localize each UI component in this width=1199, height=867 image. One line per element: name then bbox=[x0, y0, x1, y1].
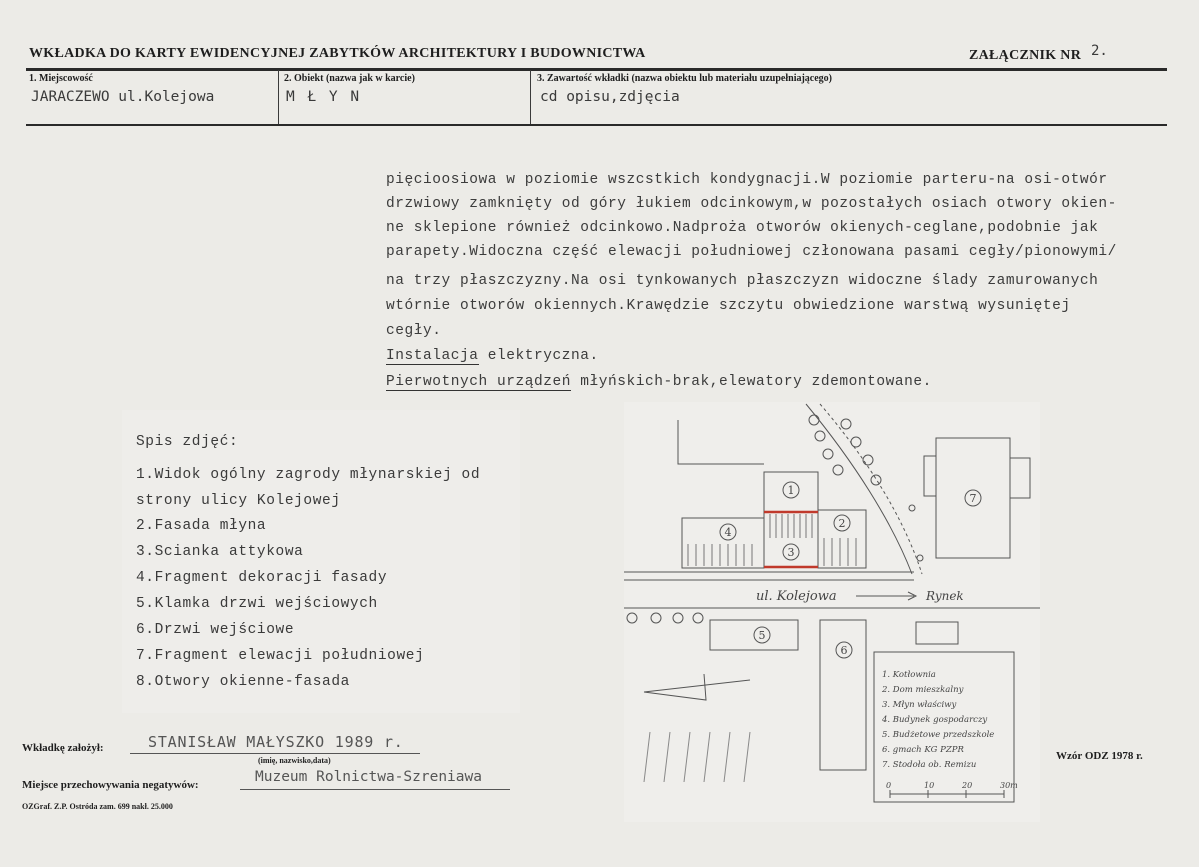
rynek-label: Rynek bbox=[926, 589, 964, 603]
building-number: 5 bbox=[758, 629, 766, 642]
description-line: ne sklepione również odcinkowo.Nadproża otworów okienych-ceglane,podobnie jak bbox=[386, 220, 1099, 236]
locality-value: JARACZEWO ul.Kolejowa bbox=[31, 89, 215, 105]
photo-list-heading: Spis zdjęć: bbox=[136, 434, 239, 450]
building-number: 6 bbox=[840, 644, 848, 657]
photo-list-item: 2.Fasada młyna bbox=[136, 518, 267, 534]
photo-list-item: 8.Otwory okienne-fasada bbox=[136, 674, 350, 690]
photo-list-item: 7.Fragment elewacji południowej bbox=[136, 648, 425, 664]
description-line: cegły. bbox=[386, 323, 442, 339]
prepared-value: STANISŁAW MAŁYSZKO 1989 r. bbox=[148, 733, 404, 751]
locality-label: 1. Miejscowość bbox=[29, 73, 93, 84]
site-plan bbox=[624, 402, 1040, 822]
legend-item: 2. Dom mieszkalny bbox=[882, 685, 964, 695]
contents-value: cd opisu,zdjęcia bbox=[540, 89, 680, 105]
field-divider-2 bbox=[530, 70, 531, 124]
form-title: WKŁADKA DO KARTY EWIDENCYJNEJ ZABYTKÓW ARCHITEKTURY I BUDOWNICTWA bbox=[29, 46, 646, 61]
header-top-rule bbox=[26, 68, 1167, 71]
object-value: M Ł Y N bbox=[286, 89, 362, 105]
photo-list-item: 4.Fragment dekoracji fasady bbox=[136, 570, 388, 586]
scale-label: 10 bbox=[924, 781, 935, 790]
description-line: drzwiowy zamknięty od góry łukiem odcinkowym,w pozostałych osiach otwory okien- bbox=[386, 196, 1117, 212]
contents-label: 3. Zawartość wkładki (nazwa obiektu lub materiału uzupełniającego) bbox=[537, 73, 833, 84]
attachment-number: 2. bbox=[1091, 43, 1108, 59]
legend-item: 4. Budynek gospodarczy bbox=[882, 715, 988, 725]
storage-underline bbox=[240, 789, 510, 790]
legend-item: 7. Stodoła ob. Remizu bbox=[882, 760, 977, 770]
street-label: ul. Kolejowa bbox=[756, 589, 837, 604]
photo-list-slip bbox=[122, 410, 520, 713]
attachment-label: ZAŁĄCZNIK NR bbox=[969, 48, 1082, 63]
storage-value: Muzeum Rolnictwa-Szreniawa bbox=[255, 769, 482, 785]
photo-list-item: 5.Klamka drzwi wejściowych bbox=[136, 596, 378, 612]
scale-label: 0 bbox=[886, 781, 892, 790]
photo-list-item: 1.Widok ogólny zagrody młynarskiej od bbox=[136, 467, 481, 483]
installation-label: Instalacja bbox=[386, 348, 479, 364]
building-number: 7 bbox=[969, 492, 977, 505]
photo-list-item: strony ulicy Kolejowej bbox=[136, 493, 341, 509]
equipment-line bbox=[386, 374, 1170, 390]
legend-item: 3. Młyn właściwy bbox=[882, 700, 957, 710]
prepared-hint: (imię, nazwisko,data) bbox=[258, 756, 331, 765]
building-number: 3 bbox=[787, 546, 795, 559]
building-number: 2 bbox=[838, 517, 846, 530]
photo-list-item: 6.Drzwi wejściowe bbox=[136, 622, 295, 638]
field-bottom-rule bbox=[26, 124, 1167, 126]
equipment-text: młyńskich-brak,elewatory zdemontowane. bbox=[571, 374, 932, 390]
description-line: wtórnie otworów okiennych.Krawędzie szczytu obwiedzione warstwą wysuniętej bbox=[386, 298, 1071, 314]
scale-label: 20 bbox=[962, 781, 973, 790]
scale-label: 30m bbox=[1000, 781, 1018, 790]
legend-item: 5. Budżetowe przedszkole bbox=[882, 730, 995, 740]
equipment-label: Pierwotnych urządzeń bbox=[386, 374, 572, 390]
object-label: 2. Obiekt (nazwa jak w karcie) bbox=[284, 73, 415, 84]
description-line: parapety.Widoczna część elewacji południowej członowana pasami cegły/pionowymi/ bbox=[386, 244, 1117, 260]
installation-line bbox=[386, 348, 1170, 364]
prepared-label: Wkładkę założył: bbox=[22, 742, 104, 754]
description-line: pięcioosiowa w poziomie wszcstkich kondygnacji.W poziomie parteru-na osi-otwór bbox=[386, 172, 1108, 188]
description-line: na trzy płaszczyzny.Na osi tynkowanych płaszczyzn widoczne ślady zamurowanych bbox=[386, 273, 1099, 289]
legend-item: 1. Kotłownia bbox=[882, 670, 936, 680]
photo-list-item: 3.Scianka attykowa bbox=[136, 544, 304, 560]
building-number: 1 bbox=[787, 484, 795, 497]
legend-item: 6. gmach KG PZPR bbox=[882, 745, 964, 755]
template-label: Wzór ODZ 1978 r. bbox=[1056, 750, 1143, 762]
installation-text: elektryczna. bbox=[478, 348, 599, 364]
print-info: OZGraf. Z.P. Ostróda zam. 699 nakł. 25.000 bbox=[22, 802, 173, 811]
storage-label: Miejsce przechowywania negatywów: bbox=[22, 779, 199, 791]
prepared-underline bbox=[130, 753, 420, 754]
building-number: 4 bbox=[724, 526, 732, 539]
field-divider-1 bbox=[278, 70, 279, 124]
